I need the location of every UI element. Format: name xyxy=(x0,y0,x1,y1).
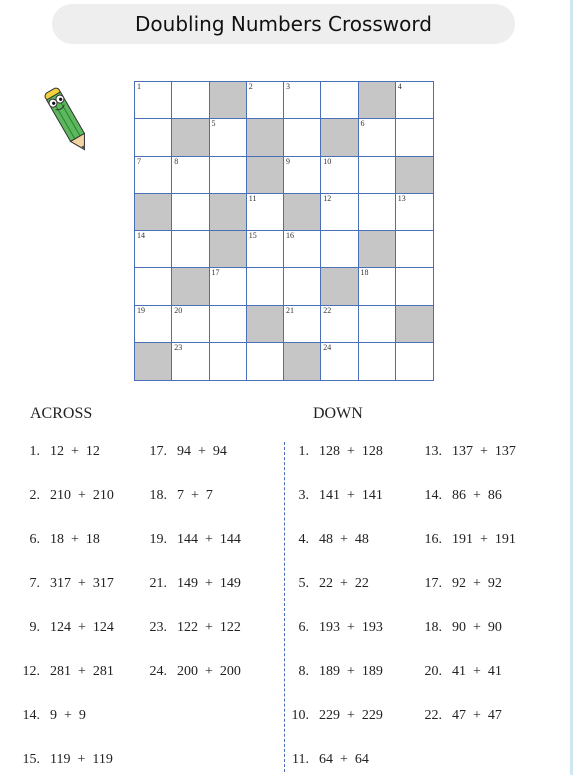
page-title-text: Doubling Numbers Crossword xyxy=(135,12,432,36)
cell-number: 17 xyxy=(211,268,220,278)
clue-item xyxy=(145,488,213,504)
clue-number: 14. xyxy=(424,488,442,503)
grid-cell[interactable] xyxy=(396,231,433,268)
clue-number: 8. xyxy=(298,664,309,679)
clue-item xyxy=(287,488,383,504)
grid-cell-blocked xyxy=(359,82,396,119)
cell-number: 8 xyxy=(174,156,179,166)
grid-cell-blocked xyxy=(284,343,321,380)
clue-number: 16. xyxy=(424,532,442,547)
cell-number: 6 xyxy=(360,119,365,129)
clue-number: 22. xyxy=(424,708,442,723)
clue-item xyxy=(420,620,502,636)
grid-cell[interactable] xyxy=(135,82,172,119)
clue-item xyxy=(18,576,114,592)
clue-item xyxy=(145,532,241,548)
clue-text: 141 + 141 xyxy=(319,488,383,503)
cell-number: 24 xyxy=(323,342,332,352)
clue-number: 2. xyxy=(29,488,40,503)
grid-cell[interactable] xyxy=(172,231,209,268)
cell-number: 23 xyxy=(174,342,183,352)
grid-cell[interactable] xyxy=(396,82,433,119)
grid-cell[interactable] xyxy=(210,119,247,156)
grid-cell[interactable] xyxy=(359,157,396,194)
cell-number: 4 xyxy=(397,82,402,91)
down-heading: DOWN xyxy=(313,405,363,422)
clue-text: 7 + 7 xyxy=(177,488,213,503)
page-title xyxy=(52,4,515,44)
grid-cell-blocked xyxy=(172,119,209,156)
grid-cell[interactable] xyxy=(284,231,321,268)
clue-text: 200 + 200 xyxy=(177,664,241,679)
cell-number: 14 xyxy=(137,231,145,240)
grid-cell[interactable] xyxy=(172,306,209,343)
clue-number: 17. xyxy=(424,576,442,591)
clue-item xyxy=(287,752,369,768)
clue-divider xyxy=(284,442,285,772)
clue-item xyxy=(145,620,241,636)
grid-cell-blocked xyxy=(359,231,396,268)
grid-cell[interactable] xyxy=(359,268,396,305)
grid-cell-blocked xyxy=(396,157,433,194)
clue-item xyxy=(18,620,114,636)
clue-number: 11. xyxy=(292,752,309,767)
clue-item xyxy=(145,576,241,592)
grid-cell[interactable] xyxy=(210,157,247,194)
grid-cell[interactable] xyxy=(284,268,321,305)
clue-item xyxy=(420,576,502,592)
grid-cell-blocked xyxy=(321,268,358,305)
clue-item xyxy=(287,532,369,548)
clue-number: 7. xyxy=(29,576,40,591)
cell-number: 18 xyxy=(360,268,369,278)
clue-number: 1. xyxy=(298,444,309,459)
grid-cell-blocked xyxy=(284,194,321,231)
grid-cell[interactable] xyxy=(210,343,247,380)
grid-cell[interactable] xyxy=(284,82,321,119)
grid-cell[interactable] xyxy=(284,119,321,156)
cell-number: 20 xyxy=(174,305,183,315)
clue-number: 9. xyxy=(29,620,40,635)
grid-cell[interactable] xyxy=(247,82,284,119)
clue-text: 12 + 12 xyxy=(50,444,100,459)
clue-number: 18. xyxy=(424,620,442,635)
clue-item xyxy=(145,664,241,680)
grid-cell[interactable] xyxy=(135,268,172,305)
clue-item xyxy=(287,576,369,592)
clue-number: 10. xyxy=(291,708,309,723)
grid-cell[interactable] xyxy=(359,194,396,231)
grid-cell[interactable] xyxy=(321,231,358,268)
clue-text: 137 + 137 xyxy=(452,444,516,459)
grid-cell[interactable] xyxy=(172,82,209,119)
grid-cell[interactable] xyxy=(359,119,396,156)
grid-cell[interactable] xyxy=(396,194,433,231)
cell-number: 5 xyxy=(211,119,216,129)
clue-item xyxy=(420,708,502,724)
clue-number: 13. xyxy=(424,444,442,459)
clue-text: 47 + 47 xyxy=(452,708,502,723)
grid-cell[interactable] xyxy=(247,343,284,380)
grid-cell[interactable] xyxy=(172,343,209,380)
clue-text: 317 + 317 xyxy=(50,576,114,591)
clue-item xyxy=(287,664,383,680)
grid-cell-blocked xyxy=(247,119,284,156)
clue-text: 92 + 92 xyxy=(452,576,502,591)
grid-cell[interactable] xyxy=(135,306,172,343)
grid-cell[interactable] xyxy=(172,194,209,231)
grid-cell-blocked xyxy=(210,82,247,119)
grid-cell-blocked xyxy=(135,194,172,231)
grid-cell[interactable] xyxy=(396,119,433,156)
clue-text: 144 + 144 xyxy=(177,532,241,547)
cell-number: 15 xyxy=(248,231,257,240)
grid-cell[interactable] xyxy=(321,194,358,231)
clue-number: 6. xyxy=(298,620,309,635)
clue-number: 15. xyxy=(22,752,40,767)
clue-item xyxy=(287,620,383,636)
clue-item xyxy=(18,488,114,504)
grid-cell[interactable] xyxy=(210,268,247,305)
clue-text: 86 + 86 xyxy=(452,488,502,503)
cell-number: 16 xyxy=(286,231,294,240)
grid-cell[interactable] xyxy=(247,268,284,305)
clue-number: 14. xyxy=(22,708,40,723)
clue-number: 17. xyxy=(149,444,167,459)
clue-text: 193 + 193 xyxy=(319,620,383,635)
grid-cell-blocked xyxy=(321,119,358,156)
grid-cell[interactable] xyxy=(284,306,321,343)
grid-cell[interactable] xyxy=(359,343,396,380)
grid-cell[interactable] xyxy=(321,82,358,119)
clue-number: 24. xyxy=(149,664,167,679)
clue-number: 23. xyxy=(149,620,167,635)
clue-text: 128 + 128 xyxy=(319,444,383,459)
grid-cell[interactable] xyxy=(321,306,358,343)
cell-number: 7 xyxy=(137,156,141,166)
clue-item xyxy=(145,444,227,460)
across-heading: ACROSS xyxy=(30,405,93,422)
grid-cell[interactable] xyxy=(135,231,172,268)
clue-number: 3. xyxy=(298,488,309,503)
cell-number: 22 xyxy=(323,305,332,315)
cell-number: 13 xyxy=(397,193,406,203)
grid-cell[interactable] xyxy=(284,157,321,194)
clue-item xyxy=(18,444,100,460)
clue-text: 90 + 90 xyxy=(452,620,502,635)
clue-text: 48 + 48 xyxy=(319,532,369,547)
clue-number: 19. xyxy=(149,532,167,547)
grid-cell[interactable] xyxy=(396,343,433,380)
cell-number: 3 xyxy=(286,82,290,91)
grid-cell[interactable] xyxy=(396,268,433,305)
grid-cell-blocked xyxy=(247,306,284,343)
clue-text: 149 + 149 xyxy=(177,576,241,591)
clue-item xyxy=(420,664,502,680)
grid-cell[interactable] xyxy=(135,119,172,156)
grid-cell[interactable] xyxy=(135,157,172,194)
clue-number: 4. xyxy=(298,532,309,547)
clue-item xyxy=(18,664,114,680)
cell-number: 11 xyxy=(248,193,257,203)
clue-number: 1. xyxy=(29,444,40,459)
crossword-grid xyxy=(134,81,434,381)
clue-number: 18. xyxy=(149,488,167,503)
grid-cell[interactable] xyxy=(247,194,284,231)
grid-cell[interactable] xyxy=(359,306,396,343)
grid-cell-blocked xyxy=(172,268,209,305)
pencil-mascot-icon xyxy=(38,80,98,162)
clue-text: 9 + 9 xyxy=(50,708,86,723)
grid-cell-blocked xyxy=(247,157,284,194)
cell-number: 21 xyxy=(286,305,294,315)
clue-item xyxy=(420,488,502,504)
grid-cell[interactable] xyxy=(247,231,284,268)
clue-text: 191 + 191 xyxy=(452,532,516,547)
grid-cell-blocked xyxy=(210,194,247,231)
clue-number: 6. xyxy=(29,532,40,547)
grid-cell[interactable] xyxy=(172,157,209,194)
grid-cell[interactable] xyxy=(321,343,358,380)
clue-text: 41 + 41 xyxy=(452,664,502,679)
clue-number: 20. xyxy=(424,664,442,679)
clue-number: 5. xyxy=(298,576,309,591)
clue-text: 229 + 229 xyxy=(319,708,383,723)
cell-number: 19 xyxy=(137,305,145,315)
clue-item xyxy=(18,752,113,768)
clue-text: 124 + 124 xyxy=(50,620,114,635)
grid-cell-blocked xyxy=(396,306,433,343)
clue-text: 122 + 122 xyxy=(177,620,241,635)
clue-item xyxy=(420,532,516,548)
grid-cell-blocked xyxy=(210,231,247,268)
clue-item xyxy=(18,708,86,724)
cell-number: 1 xyxy=(137,82,141,91)
cell-number: 10 xyxy=(323,156,332,166)
clue-text: 22 + 22 xyxy=(319,576,369,591)
clue-text: 281 + 281 xyxy=(50,664,114,679)
clue-number: 12. xyxy=(22,664,40,679)
clue-text: 119 + 119 xyxy=(50,752,113,767)
clue-text: 64 + 64 xyxy=(319,752,369,767)
grid-cell[interactable] xyxy=(210,306,247,343)
clue-text: 189 + 189 xyxy=(319,664,383,679)
clue-item xyxy=(287,708,383,724)
cell-number: 2 xyxy=(248,82,253,91)
clue-item xyxy=(287,444,383,460)
cell-number: 12 xyxy=(323,193,332,203)
clue-item xyxy=(18,532,100,548)
clue-text: 18 + 18 xyxy=(50,532,100,547)
grid-cell-blocked xyxy=(135,343,172,380)
clue-text: 210 + 210 xyxy=(50,488,114,503)
clue-item xyxy=(420,444,516,460)
clue-text: 94 + 94 xyxy=(177,444,227,459)
grid-cell[interactable] xyxy=(321,157,358,194)
cell-number: 9 xyxy=(286,156,290,166)
clue-number: 21. xyxy=(149,576,167,591)
